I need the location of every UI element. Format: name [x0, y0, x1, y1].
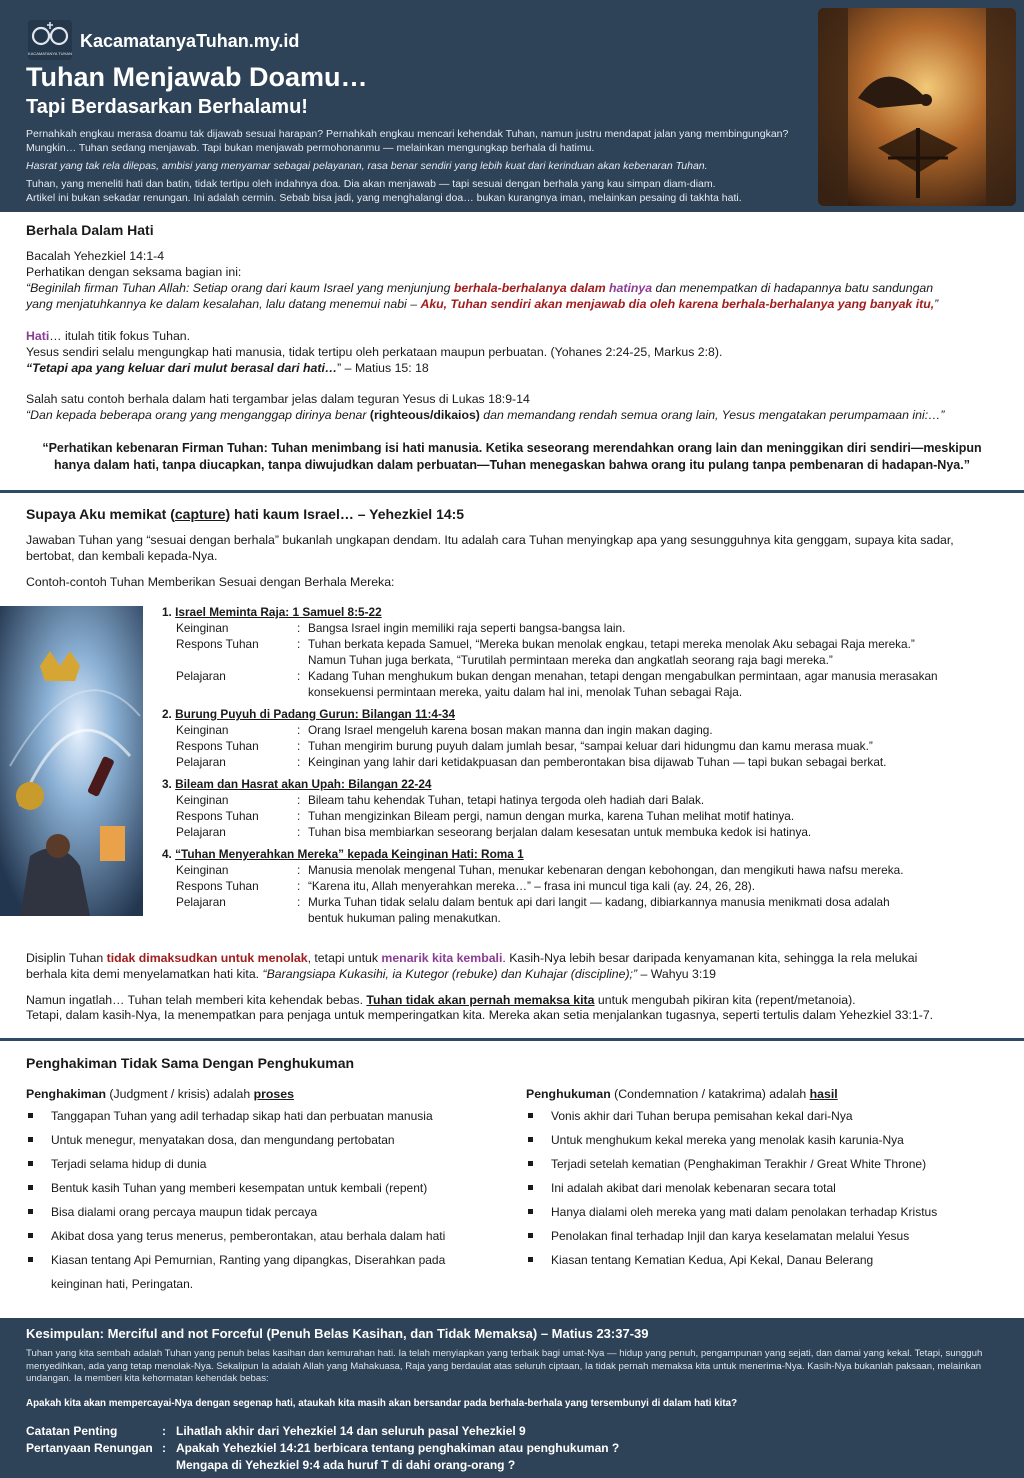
example-row-key: Respons Tuhan: [176, 809, 259, 823]
example-row-key: Keinginan: [176, 863, 229, 877]
discipline-line-1: Disiplin Tuhan tidak dimaksudkan untuk menolak, tetapi untuk menarik kita kembali. Kasih-Nya lebih besar daripada kenyamanan kita, sehingga Ia rela melukai: [26, 951, 918, 965]
example-title-text: “Tuhan Menyerahkan Mereka” kepada Keinginan Hati: Roma 1: [175, 847, 524, 861]
example-item: [162, 604, 938, 700]
conclusion-footer: [0, 1318, 1024, 1478]
section-heading-idols-in-heart: Berhala Dalam Hati: [26, 222, 154, 238]
example-row-colon: :: [297, 895, 301, 909]
example-item: [162, 846, 904, 926]
list-item: Hanya dialami oleh mereka yang mati dalam penolakan terhadap Kristus: [526, 1200, 1006, 1224]
intro-paragraph-2: Hasrat yang tak rela dilepas, ambisi yang menyamar sebagai pelayanan, rasa benar sendiri yang lebih kuat dari kerinduan akan kebenaran Tuhan.: [26, 160, 708, 172]
example-row: [162, 754, 887, 770]
list-item: Kiasan tentang Kematian Kedua, Api Kekal, Danau Belerang: [526, 1248, 1006, 1272]
example-row: [162, 684, 743, 700]
list-item: Terjadi selama hidup di dunia: [26, 1152, 496, 1176]
ezekiel-quote-line-1: “Beginilah firman Tuhan Allah: Setiap orang dari kaum Israel yang menjunjung berhala-berhalanya dalam hatinya dan menempatkan di hadapannya batu sandungan: [26, 281, 934, 295]
example-row: [162, 910, 524, 926]
example-row: [162, 652, 833, 668]
example-row-value: Tuhan berkata kepada Samuel, “Mereka bukan menolak engkau, tetapi mereka menolak Aku sebagai Raja mereka.”: [308, 637, 915, 651]
list-item: Bentuk kasih Tuhan yang memberi kesempatan untuk kembali (repent): [26, 1176, 496, 1200]
important-note-label: Catatan Penting: [26, 1424, 118, 1438]
example-row-value: Tuhan mengirim burung puyuh dalam jumlah besar, “sampai keluar dari hidungmu dan kamu merasa muak.”: [308, 739, 873, 753]
reflection-question-2: Mengapa di Yehezkiel 9:4 ada huruf T di dahi orang-orang ?: [176, 1458, 516, 1472]
answer-paragraph-line-1: Jawaban Tuhan yang “sesuai dengan berhala” bukanlah ungkapan dendam. Itu adalah cara Tuhan menyingkap apa yang sesungguhnya kita genggam, supaya kita sadar,: [26, 533, 954, 547]
example-row-key: Keinginan: [176, 723, 229, 737]
example-item: [162, 706, 887, 770]
examples-list: [162, 604, 938, 926]
example-number: 3.: [162, 777, 172, 791]
example-row: [162, 862, 904, 878]
example-row: [162, 738, 873, 754]
list-item: Penolakan final terhadap Injil dan karya keselamatan melalui Yesus: [526, 1224, 1006, 1248]
example-row-key: Pelajaran: [176, 755, 226, 769]
condemnation-list: [526, 1104, 1006, 1272]
logo-text: KACAMATANYA TUHAN: [28, 51, 72, 56]
example-title: [162, 706, 524, 722]
example-number: 1.: [162, 605, 172, 619]
example-row: [162, 824, 812, 840]
list-item: Bisa dialami orang percaya maupun tidak percaya: [26, 1200, 496, 1224]
example-row: [162, 636, 915, 652]
judgment-list: [26, 1104, 496, 1296]
example-row-colon: :: [297, 621, 301, 635]
page-subtitle: Tapi Berdasarkan Berhalamu!: [26, 96, 308, 118]
conclusion-question: Apakah kita akan mempercayai-Nya dengan segenap hati, ataukah kita masih akan bersandar pada berhala-berhala yang tersembunyi di dalam hati kita?: [26, 1398, 738, 1409]
example-row-value: bentuk hukuman paling menakutkan.: [308, 911, 501, 925]
free-will-line-2: Tetapi, dalam kasih-Nya, Ia menempatkan para penjaga untuk memperingatkan kita. Mereka akan setia menjalankan tugasnya, seperti tertulis dalam Yehezkiel 33:1-7.: [26, 1008, 934, 1022]
example-row-key: Pelajaran: [176, 895, 226, 909]
example-row: [162, 878, 755, 894]
intro-paragraph-3: Tuhan, yang meneliti hati dan batin, tidak tertipu oleh indahnya doa. Dia akan menjawab — tapi sesuai dengan berhala yang kau simpan diam-diam.: [26, 178, 716, 190]
example-row-value: konsekuensi permintaan mereka, yaitu dalam hal ini, menolak Tuhan sebagai Raja.: [308, 685, 743, 699]
condemnation-column-heading: Penghukuman (Condemnation / katakrima) adalah hasil: [526, 1087, 838, 1101]
list-item: Vonis akhir dari Tuhan berupa pemisahan kekal dari-Nya: [526, 1104, 1006, 1128]
example-row-colon: :: [297, 863, 301, 877]
answer-paragraph-line-2: bertobat, dan kembali kepada-Nya.: [26, 549, 218, 563]
example-row: [162, 792, 705, 808]
example-row-key: Pelajaran: [176, 825, 226, 839]
example-title-text: Burung Puyuh di Padang Gurun: Bilangan 11:4-34: [175, 707, 456, 721]
list-item: Kiasan tentang Api Pemurnian, Ranting yang dipangkas, Diserahkan pada keinginan hati, Peringatan.: [26, 1248, 496, 1296]
matthew-quote: “Tetapi apa yang keluar dari mulut berasal dari hati…” – Matius 15: 18: [26, 361, 429, 375]
example-row-value: “Karena itu, Allah menyerahkan mereka…” – frasa ini muncul tiga kali (ay. 24, 26, 28).: [308, 879, 755, 893]
example-row: [162, 808, 795, 824]
judgment-column-heading: Penghakiman (Judgment / krisis) adalah proses: [26, 1087, 294, 1101]
list-item: Akibat dosa yang terus menerus, pemberontakan, atau berhala dalam hati: [26, 1224, 496, 1248]
bold-quote-line-1: “Perhatikan kebenaran Firman Tuhan: Tuhan menimbang isi hati manusia. Ketika seseorang merendahkan orang lain dan meninggikan diri sendiri—meskipun: [42, 441, 982, 455]
reflection-colon: :: [162, 1441, 166, 1455]
example-row-colon: :: [297, 825, 301, 839]
example-row-colon: :: [297, 669, 301, 683]
example-row-colon: :: [297, 809, 301, 823]
section-divider-2: [0, 1038, 1024, 1041]
important-note-colon: :: [162, 1424, 166, 1438]
notice-line: Perhatikan dengan seksama bagian ini:: [26, 265, 242, 279]
example-row-value: Tuhan bisa membiarkan seseorang berjalan dalam kesesatan untuk membuka kedok isi hatinya.: [308, 825, 812, 839]
example-row-key: Respons Tuhan: [176, 739, 259, 753]
example-row: [162, 668, 938, 684]
page-title: Tuhan Menjawab Doamu…: [26, 62, 368, 92]
reading-reference: Bacalah Yehezkiel 14:1-4: [26, 249, 165, 263]
example-row-colon: :: [297, 739, 301, 753]
list-item: Untuk menghukum kekal mereka yang menolak kasih karunia-Nya: [526, 1128, 1006, 1152]
example-row-value: Tuhan mengizinkan Bileam pergi, namun dengan murka, karena Tuhan melihat motif hatinya.: [308, 809, 795, 823]
luke-quote: “Dan kepada beberapa orang yang menganggap dirinya benar (righteous/dikaios) dan memandang rendah semua orang lain, Yesus mengatakan perumpamaan ini:…”: [26, 408, 945, 422]
storm-temptation-image: [0, 606, 143, 916]
reflection-label: Pertanyaan Renungan: [26, 1441, 153, 1455]
section-heading-judgment-vs-condemnation: Penghakiman Tidak Sama Dengan Penghukuman: [26, 1055, 355, 1071]
example-row-value: Keinginan yang lahir dari ketidakpuasan dan pemberontakan bisa dijawab Tuhan — tapi bukan sebagai berkat.: [308, 755, 887, 769]
jesus-reveals-line: Yesus sendiri selalu mengungkap hati manusia, tidak tertipu oleh perkataan maupun perbuatan. (Yohanes 2:24-25, Markus 2:8).: [26, 345, 723, 359]
example-row: [162, 894, 890, 910]
conclusion-title: Kesimpulan: Merciful and not Forceful (Penuh Belas Kasihan, dan Tidak Memaksa) – Matius 23:37-39: [26, 1326, 649, 1341]
important-note-text: Lihatlah akhir dari Yehezkiel 14 dan seluruh pasal Yehezkiel 9: [176, 1424, 526, 1438]
site-name[interactable]: KacamatanyaTuhan.my.id: [80, 31, 300, 51]
conclusion-text: Tuhan yang kita sembah adalah Tuhan yang penuh belas kasihan dan kemurahan hati. Ia telah menyiapkan yang terbaik bagi umat-Nya — hidup yang penuh, pengampunan yang sejati, dan damai yang kekal. Tetapi, sungguh menyedihkan, ada yang tetap menolak-Nya. Sekalipun Ia adalah Allah yang Mahakuasa, Raja yang berdaulat atas seluruh ciptaan, Ia tidak pernah memaksa kita untuk menerima-Nya. Kasih-Nya bukanlah paksaan, melainkan undangan. Ia memberi kita kehormatan kehendak bebas:: [26, 1348, 983, 1384]
example-row-value: Manusia menolak mengenal Tuhan, menukar kebenaran dengan kebohongan, dan mengikuti hawa nafsu mereka.: [308, 863, 904, 877]
example-number: 2.: [162, 707, 172, 721]
intro-paragraph-1: Pernahkah engkau merasa doamu tak dijawab sesuai harapan? Pernahkah engkau mencari kehendak Tuhan, namun justru mendapat jalan yang membingungkan? Mungkin… Tuhan sedang menjawab. Tapi bukan menjawab permohonanmu — melainkan mengungkap berhala di hatimu.: [26, 128, 789, 154]
example-row-key: Respons Tuhan: [176, 637, 259, 651]
example-row-value: Kadang Tuhan menghukum bukan dengan menahan, tetapi dengan mengabulkan permintaan, agar manusia merasakan: [308, 669, 938, 683]
example-number: 4.: [162, 847, 172, 861]
example-title-text: Bileam dan Hasrat akan Upah: Bilangan 22-24: [175, 777, 432, 791]
example-row-value: Murka Tuhan tidak selalu dalam bentuk api dari langit — kadang, dibiarkannya manusia menikmati dosa adalah: [308, 895, 890, 909]
example-row-key: Pelajaran: [176, 669, 226, 683]
reflection-question-1: Apakah Yehezkiel 14:21 berbicara tentang penghakiman atau penghukuman ?: [176, 1441, 620, 1455]
discipline-line-2: berhala kita demi menyelamatkan hati kita. “Barangsiapa Kukasihi, ia Kutegor (rebuke) dan Kuhajar (discipline);” – Wahyu 3:19: [26, 967, 716, 981]
section-divider-1: [0, 490, 1024, 493]
bold-quote-line-2: hanya dalam hati, tanpa diucapkan, tanpa diwujudkan dalam perbuatan—Tuhan menegaskan bahwa orang itu pulang tanpa pembenaran di hadapan-Nya.”: [54, 458, 970, 472]
intro-paragraph-4: Artikel ini bukan sekadar renungan. Ini adalah cermin. Sebab bisa jadi, yang menghalangi doa… bukan kurangnya iman, melainkan pesaing di takhta hati.: [26, 192, 742, 204]
example-title-text: Israel Meminta Raja: 1 Samuel 8:5-22: [175, 605, 382, 619]
example-title: [162, 604, 524, 620]
ezekiel-quote-line-2: yang menjatuhkannya ke dalam kesalahan, lalu datang menemui nabi – Aku, Tuhan sendiri akan menjawab dia oleh karena berhala-berhalanya yang banyak itu,”: [26, 297, 939, 311]
example-row: [162, 620, 626, 636]
list-item: Untuk menegur, menyatakan dosa, dan mengundang pertobatan: [26, 1128, 496, 1152]
example-row-value: Namun Tuhan juga berkata, “Turutilah permintaan mereka dan angkatlah seorang raja bagi mereka.”: [308, 653, 833, 667]
example-title: [162, 776, 524, 792]
example-row-value: Bileam tahu kehendak Tuhan, tetapi hatinya tergoda oleh hadiah dari Balak.: [308, 793, 705, 807]
example-row-colon: :: [297, 879, 301, 893]
examples-intro: Contoh-contoh Tuhan Memberikan Sesuai dengan Berhala Mereka:: [26, 575, 395, 589]
example-row-colon: :: [297, 793, 301, 807]
example-row-colon: :: [297, 755, 301, 769]
list-item: Tanggapan Tuhan yang adil terhadap sikap hati dan perbuatan manusia: [26, 1104, 496, 1128]
example-item: [162, 776, 812, 840]
example-row-key: Respons Tuhan: [176, 879, 259, 893]
luke-example-line: Salah satu contoh berhala dalam hati tergambar jelas dalam teguran Yesus di Lukas 18:9-14: [26, 392, 530, 406]
example-row-colon: :: [297, 723, 301, 737]
heart-focus-line: Hati… itulah titik fokus Tuhan.: [26, 329, 191, 343]
example-row: [162, 722, 713, 738]
example-row-value: Bangsa Israel ingin memiliki raja seperti bangsa-bangsa lain.: [308, 621, 626, 635]
example-row-key: Keinginan: [176, 621, 229, 635]
section-heading-capture-hearts: Supaya Aku memikat (capture) hati kaum Israel… – Yehezkiel 14:5: [26, 506, 465, 522]
list-item: Terjadi setelah kematian (Penghakiman Terakhir / Great White Throne): [526, 1152, 1006, 1176]
list-item: Ini adalah akibat dari menolak kebenaran secara total: [526, 1176, 1006, 1200]
example-title: [162, 846, 524, 862]
example-row-colon: :: [297, 637, 301, 651]
example-row-key: Keinginan: [176, 793, 229, 807]
header-banner: [0, 0, 1024, 212]
example-row-value: Orang Israel mengeluh karena bosan makan manna dan ingin makan daging.: [308, 723, 713, 737]
logo-glasses-icon: [26, 18, 74, 62]
free-will-line-1: Namun ingatlah… Tuhan telah memberi kita kehendak bebas. Tuhan tidak akan pernah memaksa kita untuk mengubah pikiran kita (repent/metanoia).: [26, 993, 856, 1007]
praying-man-image: [818, 8, 1016, 206]
